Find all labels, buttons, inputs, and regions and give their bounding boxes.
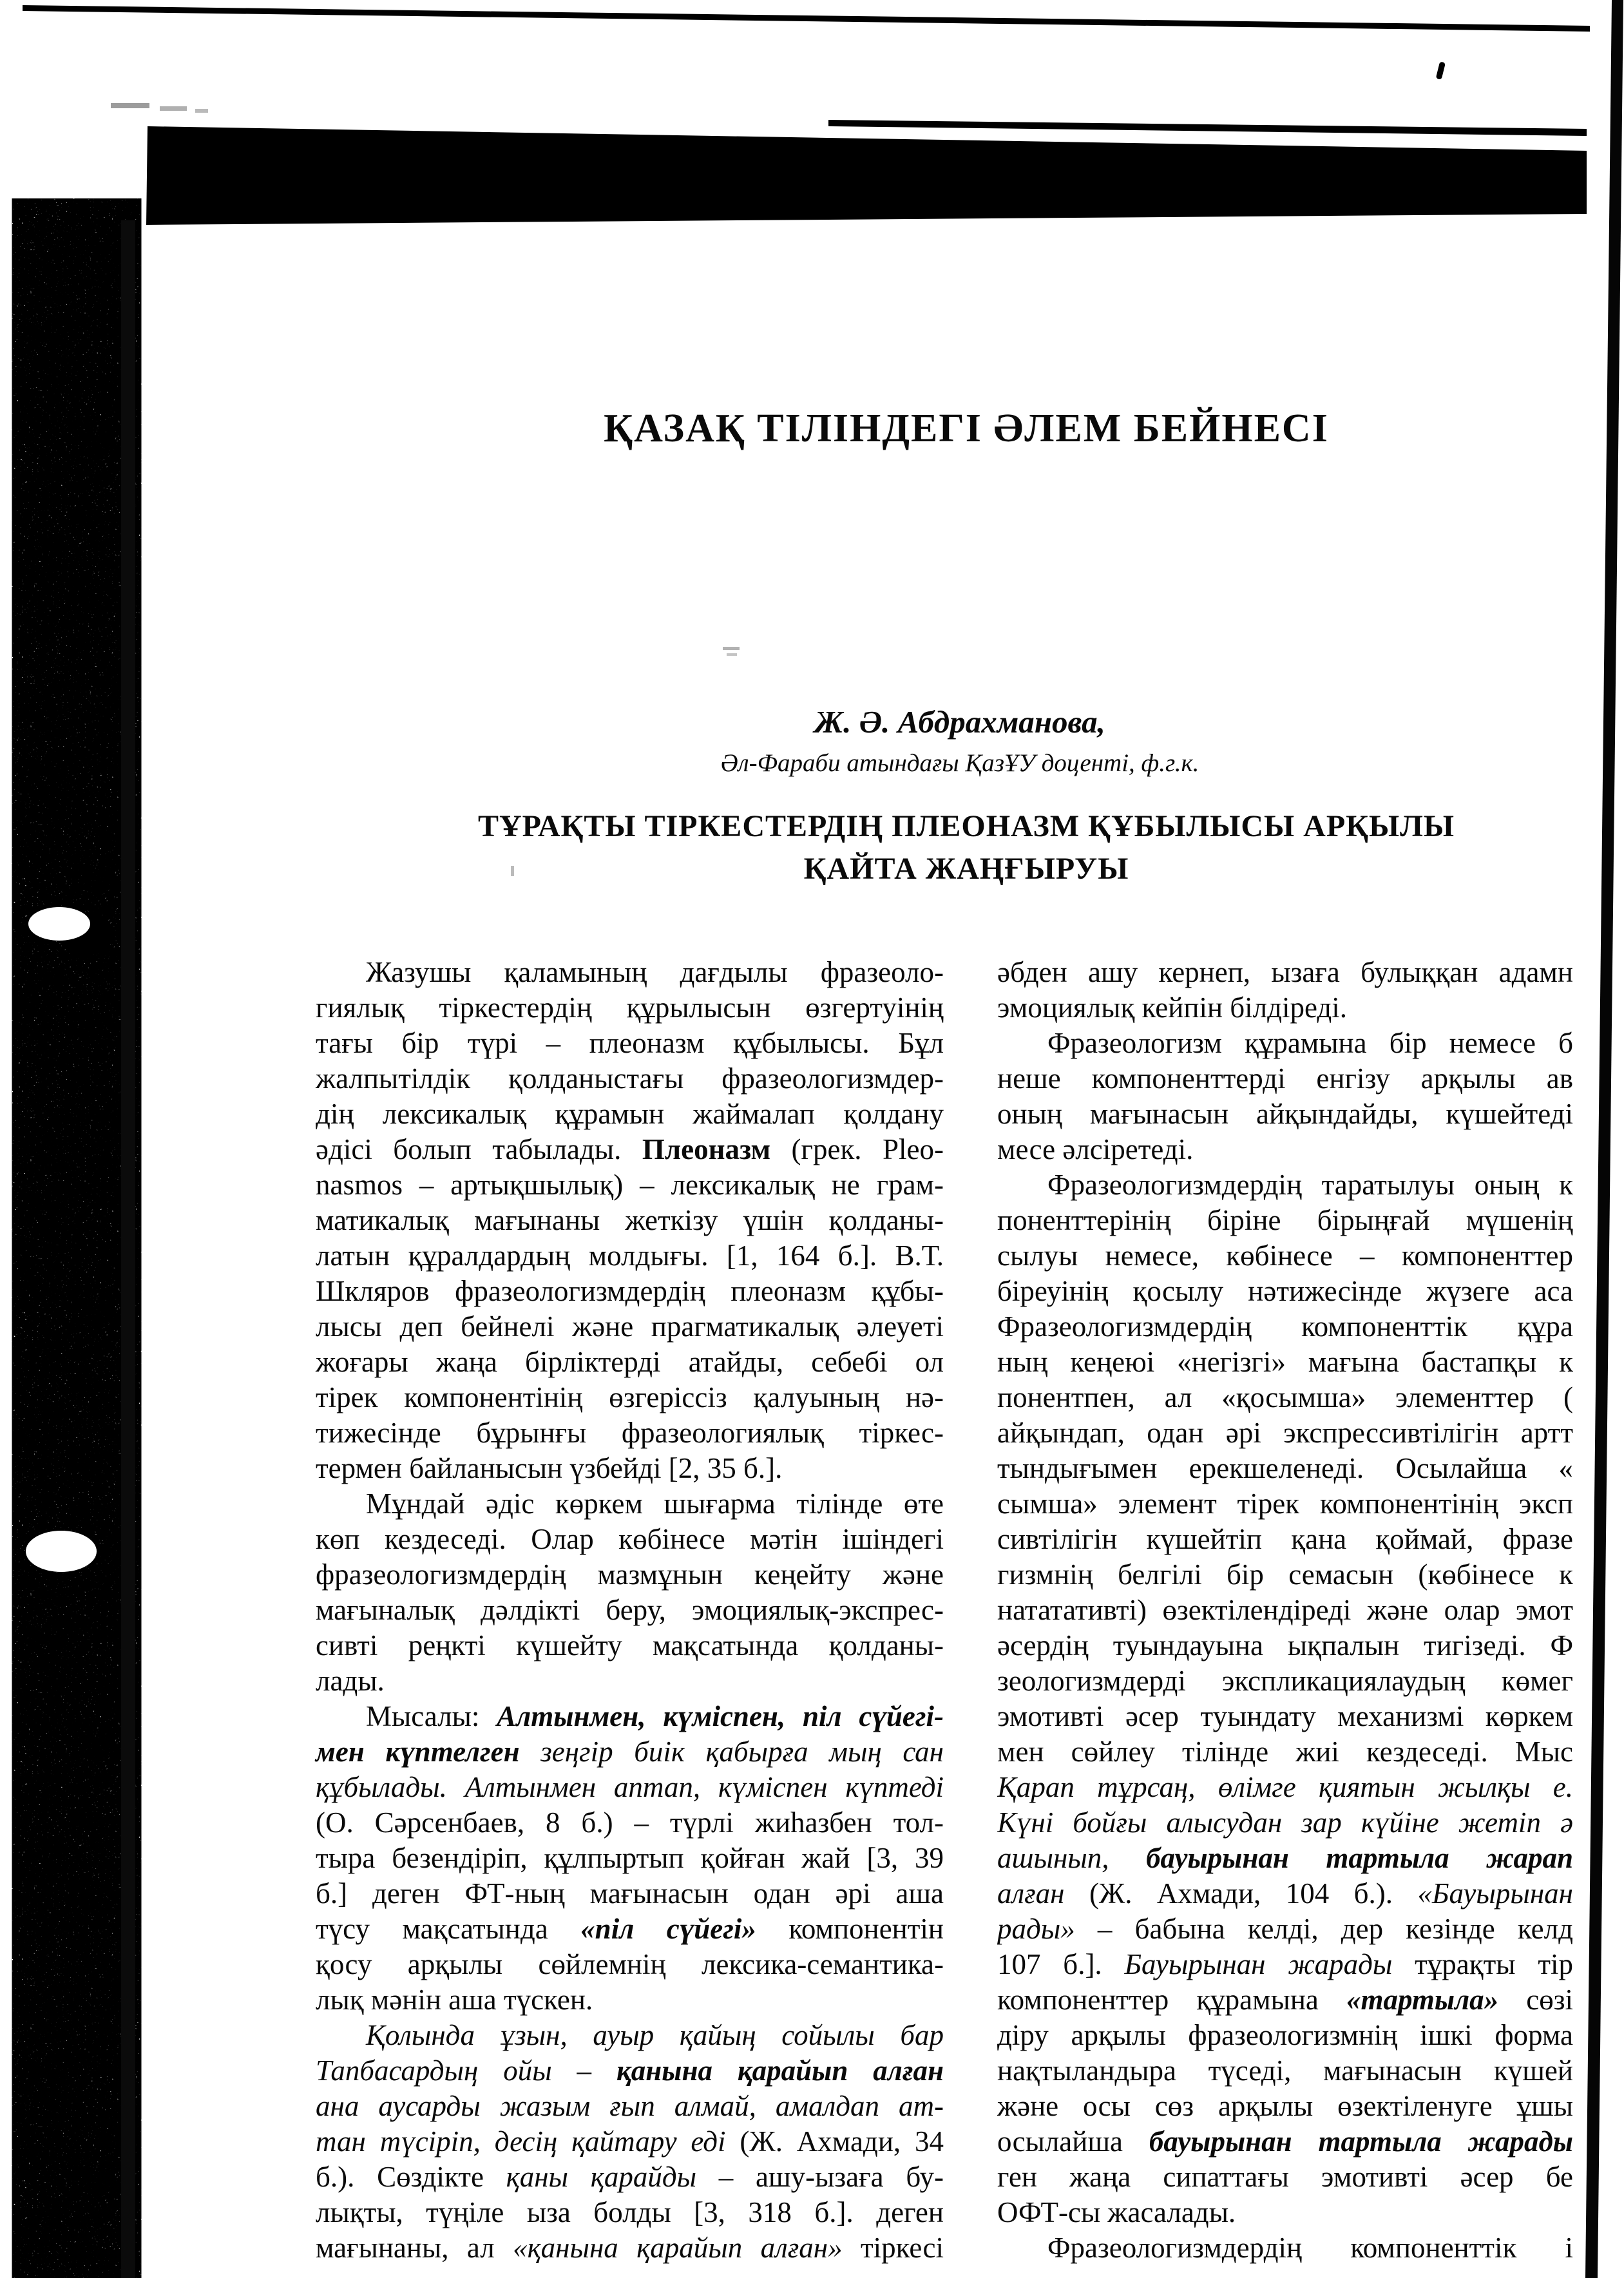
text-line bbox=[997, 1947, 1573, 1982]
text-segment: дің лексикалық құрамын жаймалап қолдану bbox=[316, 1098, 944, 1130]
text-segment: лысы деп бейнелі және прагматикалық әлеуеті bbox=[316, 1310, 944, 1343]
text-line bbox=[316, 1557, 944, 1593]
text-line bbox=[997, 2053, 1573, 2089]
text-segment: ның кеңеюі «негізгі» мағына бастапқы к bbox=[997, 1346, 1573, 1378]
text-line bbox=[997, 1345, 1573, 1380]
text-line bbox=[997, 1699, 1573, 1734]
text-segment: қанына қарайып алған bbox=[616, 2054, 944, 2087]
text-segment: ашынып, bbox=[997, 1842, 1147, 1874]
text-segment: мен сөйлеу тілінде жиі кездеседі. Мыс bbox=[997, 1736, 1573, 1768]
text-segment: мағынаны, ал bbox=[316, 2232, 513, 2264]
text-line bbox=[316, 1734, 944, 1770]
text-segment: 107 б.]. bbox=[997, 1948, 1125, 1980]
text-line bbox=[997, 2159, 1573, 2195]
text-segment: лық мәнін аша түскен. bbox=[316, 1984, 593, 2016]
text-segment: компоненттер құрамына bbox=[997, 1984, 1346, 2016]
text-line bbox=[997, 1380, 1573, 1415]
text-line bbox=[997, 1522, 1573, 1557]
text-segment: тірек компонентінің өзгеріссіз қалуының нә- bbox=[316, 1381, 944, 1413]
text-segment: біреуінің қосылу нәтижесінде жүзеге аса bbox=[997, 1275, 1573, 1307]
author-name: Ж. Ә. Абдрахманова, bbox=[814, 704, 1105, 740]
text-line bbox=[997, 1415, 1573, 1451]
text-segment: мен күптелген bbox=[316, 1736, 541, 1768]
text-segment: зеңгір биік қабырға мың сан bbox=[540, 1736, 944, 1768]
text-line bbox=[316, 1522, 944, 1557]
text-segment: көп кездеседі. Олар көбінесе мәтін ішіндегі bbox=[316, 1523, 944, 1555]
text-segment: Алтынмен, күміспен, піл сүйегі- bbox=[497, 1700, 944, 1732]
text-segment: рады» bbox=[997, 1913, 1075, 1945]
text-segment: Күні бойғы алысудан зар күйіне жетіп ә bbox=[997, 1806, 1573, 1839]
text-segment: мағыналық дәлдікті беру, эмоциялық-экспрес- bbox=[316, 1594, 944, 1626]
text-line bbox=[316, 1593, 944, 1628]
text-segment: лықты, түңіле ыза болды [3, 318 б.]. деген bbox=[316, 2196, 944, 2228]
text-line bbox=[316, 1628, 944, 1663]
text-line bbox=[316, 2053, 944, 2089]
text-line bbox=[997, 1486, 1573, 1522]
text-segment: Фразеологизмдердің таратылуы оның к bbox=[1047, 1169, 1573, 1201]
text-line bbox=[316, 2159, 944, 2195]
text-segment: ген жаңа сипаттағы эмотивті әсер бе bbox=[997, 2161, 1573, 2193]
text-segment: понентпен, ал «қосымша» элементтер ( bbox=[997, 1381, 1573, 1413]
text-segment: қосу арқылы сөйлемнің лексика-семантика- bbox=[316, 1948, 944, 1980]
text-line bbox=[316, 1238, 944, 1274]
text-segment: б.). Сөздікте bbox=[316, 2161, 506, 2193]
text-segment: сымша» элемент тірек компонентінің эксп bbox=[997, 1488, 1573, 1520]
text-segment: эмоциялық кейпін білдіреді. bbox=[997, 991, 1348, 1024]
text-segment: матикалық мағынаны жеткізу үшін қолданы- bbox=[316, 1204, 944, 1236]
text-line bbox=[997, 1593, 1573, 1628]
text-segment: гизмнің белгілі бір семасын (көбінесе к bbox=[997, 1558, 1573, 1591]
text-line bbox=[997, 1841, 1573, 1876]
text-segment: эмотивті әсер туындату механизмі көркем bbox=[997, 1700, 1573, 1732]
text-line bbox=[316, 1699, 944, 1734]
text-segment: осылайша bbox=[997, 2125, 1149, 2158]
text-line bbox=[316, 1274, 944, 1309]
text-segment: фразеологизмдердің мазмұнын кеңейту және bbox=[316, 1558, 944, 1591]
text-segment: тыра безендіріп, құлпыртып қойған жай [3, 39 bbox=[316, 1842, 944, 1874]
text-segment: түсу мақсатында bbox=[316, 1913, 581, 1945]
text-segment: Қолында ұзын, ауыр қайың сойылы бар bbox=[366, 2019, 944, 2051]
text-line bbox=[316, 1026, 944, 1061]
text-line bbox=[997, 2230, 1573, 2266]
text-line bbox=[316, 2089, 944, 2124]
text-segment: оның мағынасын айқындайды, күшейтеді bbox=[997, 1098, 1573, 1130]
text-segment: әсердің туындауына ықпалын тигізеді. Ф bbox=[997, 1629, 1573, 1661]
text-segment: сивті реңкті күшейту мақсатында қолданы- bbox=[316, 1629, 944, 1661]
text-line bbox=[316, 1345, 944, 1380]
text-segment: «қанына қарайып алған» bbox=[513, 2232, 843, 2264]
text-line bbox=[997, 1557, 1573, 1593]
text-line bbox=[316, 2230, 944, 2266]
text-line bbox=[997, 955, 1573, 990]
text-line bbox=[316, 1876, 944, 1911]
text-line bbox=[997, 1805, 1573, 1841]
column-left bbox=[316, 955, 944, 2266]
text-segment: Тапбасардың ойы – bbox=[316, 2054, 616, 2087]
text-line bbox=[316, 1415, 944, 1451]
text-line bbox=[997, 2089, 1573, 2124]
text-line bbox=[316, 1309, 944, 1345]
text-segment: компонентін bbox=[756, 1913, 944, 1945]
text-segment: әдісі болып табылады. bbox=[316, 1133, 642, 1165]
text-line bbox=[997, 1096, 1573, 1132]
text-segment: жалпытілдік қолданыстағы фразеологизмдер- bbox=[316, 1062, 944, 1095]
text-line bbox=[997, 1274, 1573, 1309]
text-line bbox=[997, 1309, 1573, 1345]
text-line bbox=[997, 2018, 1573, 2053]
text-segment: тижесінде бұрынғы фразеологиялық тіркес- bbox=[316, 1417, 944, 1449]
text-segment: тағы бір түрі – плеоназм құбылысы. Бұл bbox=[316, 1027, 944, 1059]
text-line bbox=[997, 990, 1573, 1026]
text-line bbox=[997, 1876, 1573, 1911]
text-segment: (О. Сәрсенбаев, 8 б.) – түрлі жиһазбен тол- bbox=[316, 1806, 944, 1839]
text-line bbox=[316, 1132, 944, 1167]
text-line bbox=[316, 1096, 944, 1132]
article-title-line2: ҚАЙТА ЖАҢҒЫРУЫ bbox=[803, 852, 1129, 886]
text-segment: (Ж. Ахмади, 104 б.). bbox=[1089, 1877, 1418, 1910]
text-line bbox=[316, 955, 944, 990]
text-line bbox=[316, 1982, 944, 2018]
text-line bbox=[316, 1203, 944, 1238]
article-title-line1: ТҰРАҚТЫ ТІРКЕСТЕРДІҢ ПЛЕОНАЗМ ҚҰБЫЛЫСЫ АРҚЫЛЫ bbox=[478, 809, 1455, 843]
text-segment: Бауырынан жарады bbox=[1124, 1948, 1393, 1980]
text-segment: айқындап, одан әрі экспрессивтілігін артт bbox=[997, 1417, 1573, 1449]
text-segment: жоғары жаңа бірліктерді атайды, себебі ол bbox=[316, 1346, 944, 1378]
article-title bbox=[316, 805, 1617, 890]
text-segment: «Бауырынан bbox=[1417, 1877, 1573, 1910]
text-segment: «тартыла» bbox=[1346, 1984, 1499, 2016]
text-segment: Плеоназм bbox=[642, 1133, 771, 1165]
text-line bbox=[997, 1132, 1573, 1167]
text-line bbox=[997, 1061, 1573, 1096]
text-segment: құбылады. Алтынмен аптап, күміспен күптеді bbox=[316, 1771, 944, 1803]
text-segment: Фразеологизм құрамына бір немесе б bbox=[1047, 1027, 1573, 1059]
text-line bbox=[316, 2124, 944, 2159]
text-line bbox=[316, 1380, 944, 1415]
text-segment: бауырынан тартыла жарады bbox=[1149, 2125, 1573, 2158]
text-segment: неше компоненттерді енгізу арқылы ав bbox=[997, 1062, 1573, 1095]
text-line bbox=[997, 1982, 1573, 2018]
text-segment: тындығымен ерекшеленеді. Осылайша « bbox=[997, 1452, 1573, 1484]
page-title: ҚАЗАҚ ТІЛІНДЕГІ ӘЛЕМ БЕЙНЕСІ bbox=[604, 407, 1329, 450]
text-segment: – бабына келді, дер кезінде келд bbox=[1075, 1913, 1573, 1945]
text-line bbox=[997, 1451, 1573, 1486]
text-segment: гиялық тіркестердің құрылысын өзгертуінің bbox=[316, 991, 944, 1024]
text-line bbox=[997, 1026, 1573, 1061]
text-segment: діру арқылы фразеологизмнің ішкі форма bbox=[997, 2019, 1573, 2051]
text-line bbox=[997, 1628, 1573, 1663]
text-line bbox=[997, 1663, 1573, 1699]
text-line bbox=[316, 1841, 944, 1876]
text-segment: – ашу-ызаға бу- bbox=[696, 2161, 944, 2193]
text-segment: нақтыландыра түседі, мағынасын күшей bbox=[997, 2054, 1573, 2087]
text-segment: Мысалы: bbox=[366, 1700, 497, 1732]
text-line bbox=[997, 1911, 1573, 1947]
text-segment: (Ж. Ахмади, 34 bbox=[740, 2125, 944, 2158]
text-line bbox=[316, 2195, 944, 2230]
text-segment: Жазушы қаламының дағдылы фразеоло- bbox=[366, 956, 944, 988]
text-segment: алған bbox=[997, 1877, 1089, 1910]
text-line bbox=[316, 1451, 944, 1486]
text-line bbox=[997, 2124, 1573, 2159]
text-segment: Шкляров фразеологизмдердің плеоназм құбы- bbox=[316, 1275, 944, 1307]
text-segment: қаны қарайды bbox=[506, 2161, 697, 2193]
text-line bbox=[316, 1167, 944, 1203]
text-line bbox=[997, 1734, 1573, 1770]
text-segment: nasmos – артықшылық) – лексикалық не грам- bbox=[316, 1169, 944, 1201]
text-segment: ОФТ-сы жасалады. bbox=[997, 2196, 1236, 2228]
text-segment: тан түсіріп, десің қайтару еді bbox=[316, 2125, 740, 2158]
text-segment: сөзі bbox=[1498, 1984, 1573, 2016]
text-line bbox=[997, 1770, 1573, 1805]
author-affiliation: Әл-Фараби атындағы ҚазҰУ доценті, ф.г.к. bbox=[720, 749, 1199, 777]
text-segment: лады. bbox=[316, 1665, 385, 1697]
text-line bbox=[316, 1947, 944, 1982]
text-segment: бауырынан тартыла жарап bbox=[1146, 1842, 1573, 1874]
text-segment: термен байланысын үзбейді [2, 35 б.]. bbox=[316, 1452, 783, 1484]
text-segment: «піл сүйегі» bbox=[580, 1913, 756, 1945]
text-segment: (грек. Pleo- bbox=[770, 1133, 944, 1165]
text-line bbox=[997, 1238, 1573, 1274]
text-segment: сылуы немесе, көбінесе – компоненттер bbox=[997, 1240, 1573, 1272]
text-line bbox=[997, 2195, 1573, 2230]
text-segment: ана аусарды жазым ғып алмай, амалдап ат- bbox=[316, 2090, 944, 2122]
text-segment: Фразеологизмдердің компоненттік і bbox=[1047, 2232, 1573, 2264]
text-segment: зеологизмдерді экспликациялаудың көмег bbox=[997, 1665, 1573, 1697]
column-right bbox=[997, 955, 1573, 2272]
text-segment: месе әлсіретеді. bbox=[997, 1133, 1194, 1165]
text-line bbox=[997, 1167, 1573, 1203]
text-segment: Фразеологизмдердің компоненттік құра bbox=[997, 1310, 1573, 1343]
text-line bbox=[316, 1805, 944, 1841]
text-segment: тұрақты тір bbox=[1392, 1948, 1573, 1980]
text-segment: поненттерінің біріне бірыңғай мүшенің bbox=[997, 1204, 1573, 1236]
text-line bbox=[316, 1486, 944, 1522]
text-segment: Қарап тұрсаң, өлімге қиятын жылқы е. bbox=[997, 1771, 1573, 1803]
text-segment: әбден ашу кернеп, ызаға булыққан адамн bbox=[997, 956, 1573, 988]
text-segment: б.] деген ФТ-ның мағынасын одан әрі аша bbox=[316, 1877, 944, 1910]
text-line bbox=[997, 1203, 1573, 1238]
text-segment: тіркесі bbox=[842, 2232, 944, 2264]
text-line bbox=[316, 1061, 944, 1096]
text-line bbox=[316, 1663, 944, 1699]
text-line bbox=[316, 1770, 944, 1805]
text-line bbox=[316, 1911, 944, 1947]
text-segment: латын құралдардың молдығы. [1, 164 б.]. В.Т. bbox=[316, 1240, 944, 1272]
text-segment: нататативті) өзектілендіреді және олар эмот bbox=[997, 1594, 1573, 1626]
text-line bbox=[316, 990, 944, 1026]
text-line bbox=[316, 2018, 944, 2053]
text-segment: сивтілігін күшейтіп қана қоймай, фразе bbox=[997, 1523, 1573, 1555]
text-segment: және осы сөз арқылы өзектіленуге ұшы bbox=[997, 2090, 1573, 2122]
text-segment: Мұндай әдіс көркем шығарма тілінде өте bbox=[366, 1488, 944, 1520]
